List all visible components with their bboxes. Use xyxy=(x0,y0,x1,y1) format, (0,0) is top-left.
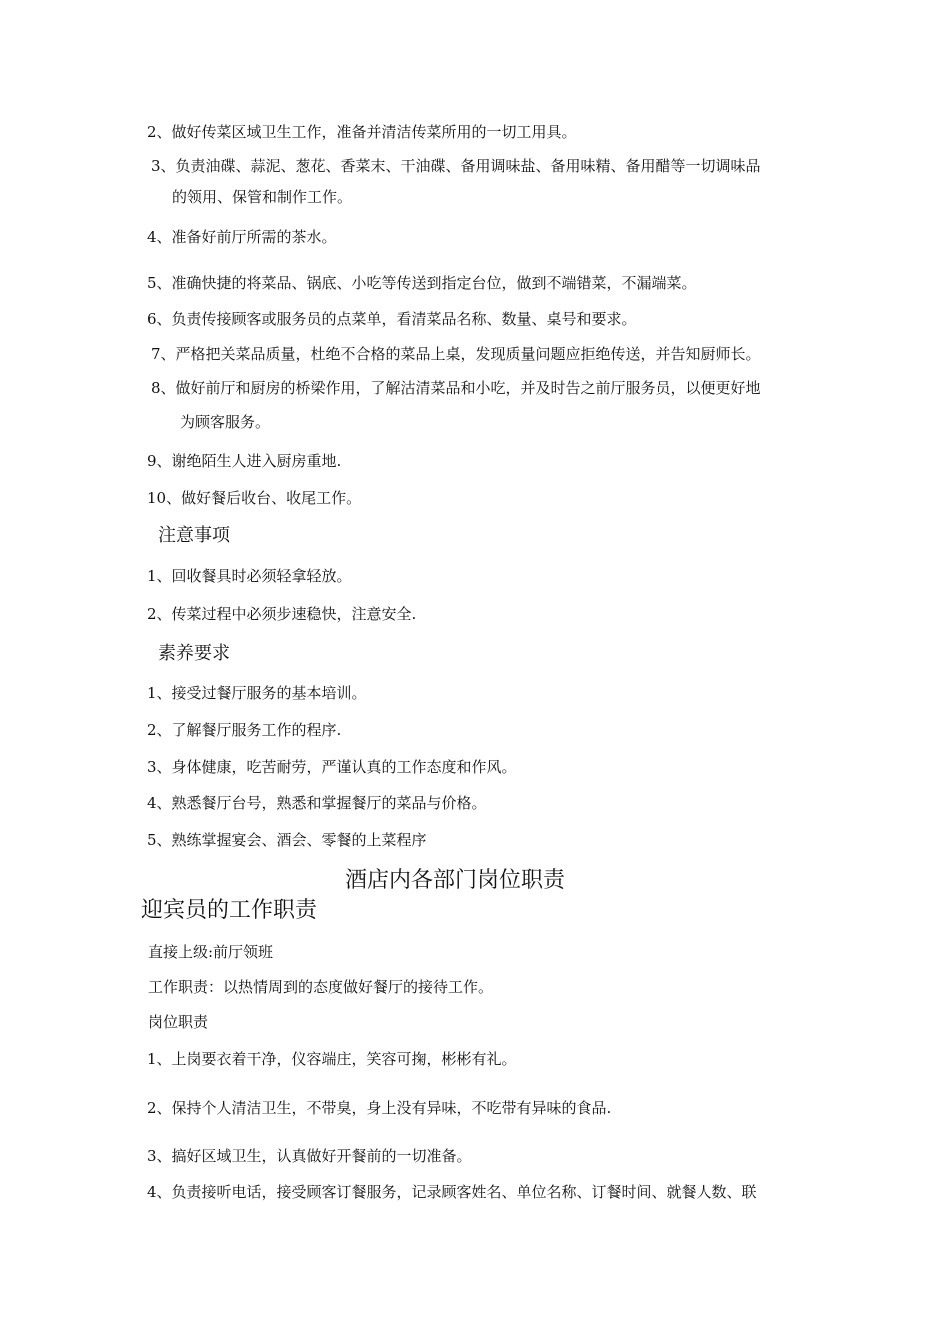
post-duties-heading: 岗位职责 xyxy=(148,1013,209,1031)
duty-item-4: 4、准备好前厅所需的茶水。 xyxy=(147,228,337,246)
qualification-item-5: 5、熟练掌握宴会、酒会、零餐的上菜程序 xyxy=(147,831,427,849)
duty-item-3: 3、负责油碟、蒜泥、葱花、香菜末、干油碟、备用调味盐、备用味精、备用醋等一切调味品 xyxy=(151,157,761,175)
greeter-item-2: 2、保持个人清洁卫生，不带臭，身上没有异味，不吃带有异味的食品. xyxy=(147,1099,612,1117)
duty-item-3-cont: 的领用、保管和制作工作。 xyxy=(172,188,353,206)
duty-item-2: 2、做好传菜区域卫生工作，准备并清洁传菜所用的一切工用具。 xyxy=(147,123,577,141)
duty-item-7: 7、严格把关菜品质量，杜绝不合格的菜品上桌，发现质量问题应拒绝传送，并告知厨师长。 xyxy=(151,345,761,363)
duty-item-9: 9、谢绝陌生人进入厨房重地. xyxy=(147,452,342,470)
duty-item-6: 6、负责传接顾客或服务员的点菜单，看清菜品名称、数量、桌号和要求。 xyxy=(147,310,637,328)
note-item-2: 2、传菜过程中必须步速稳快，注意安全. xyxy=(147,605,417,623)
qualification-item-1: 1、接受过餐厅服务的基本培训。 xyxy=(147,684,367,702)
qualification-item-3: 3、身体健康，吃苦耐劳，严谨认真的工作态度和作风。 xyxy=(147,758,517,776)
greeter-item-4: 4、负责接听电话，接受顾客订餐服务，记录顾客姓名、单位名称、订餐时间、就餐人数、联 xyxy=(147,1183,757,1201)
duty-item-5: 5、准确快捷的将菜品、锅底、小吃等传送到指定台位，做到不端错菜，不漏端菜。 xyxy=(147,274,697,292)
notes-heading: 注意事项 xyxy=(158,525,230,546)
supervisor-line: 直接上级:前厅领班 xyxy=(148,943,274,961)
greeter-item-1: 1、上岗要衣着干净，仪容端庄，笑容可掬，彬彬有礼。 xyxy=(147,1050,517,1068)
qualification-item-2: 2、了解餐厅服务工作的程序. xyxy=(147,721,342,739)
note-item-1: 1、回收餐具时必须轻拿轻放。 xyxy=(147,567,352,585)
duty-item-10: 10、做好餐后收台、收尾工作。 xyxy=(147,489,362,507)
duty-item-8: 8、做好前厅和厨房的桥梁作用，了解沽清菜品和小吃，并及时告之前厅服务员，以便更好地 xyxy=(151,379,761,397)
duty-statement: 工作职责：以热情周到的态度做好餐厅的接待工作。 xyxy=(148,978,494,996)
greeter-item-3: 3、搞好区域卫生，认真做好开餐前的一切准备。 xyxy=(147,1147,472,1165)
greeter-title: 迎宾员的工作职责 xyxy=(141,898,318,923)
document-title: 酒店内各部门岗位职责 xyxy=(345,868,566,893)
qualifications-heading: 素养要求 xyxy=(158,643,230,664)
qualification-item-4: 4、熟悉餐厅台号，熟悉和掌握餐厅的菜品与价格。 xyxy=(147,794,487,812)
duty-item-8-cont: 为顾客服务。 xyxy=(180,413,271,431)
